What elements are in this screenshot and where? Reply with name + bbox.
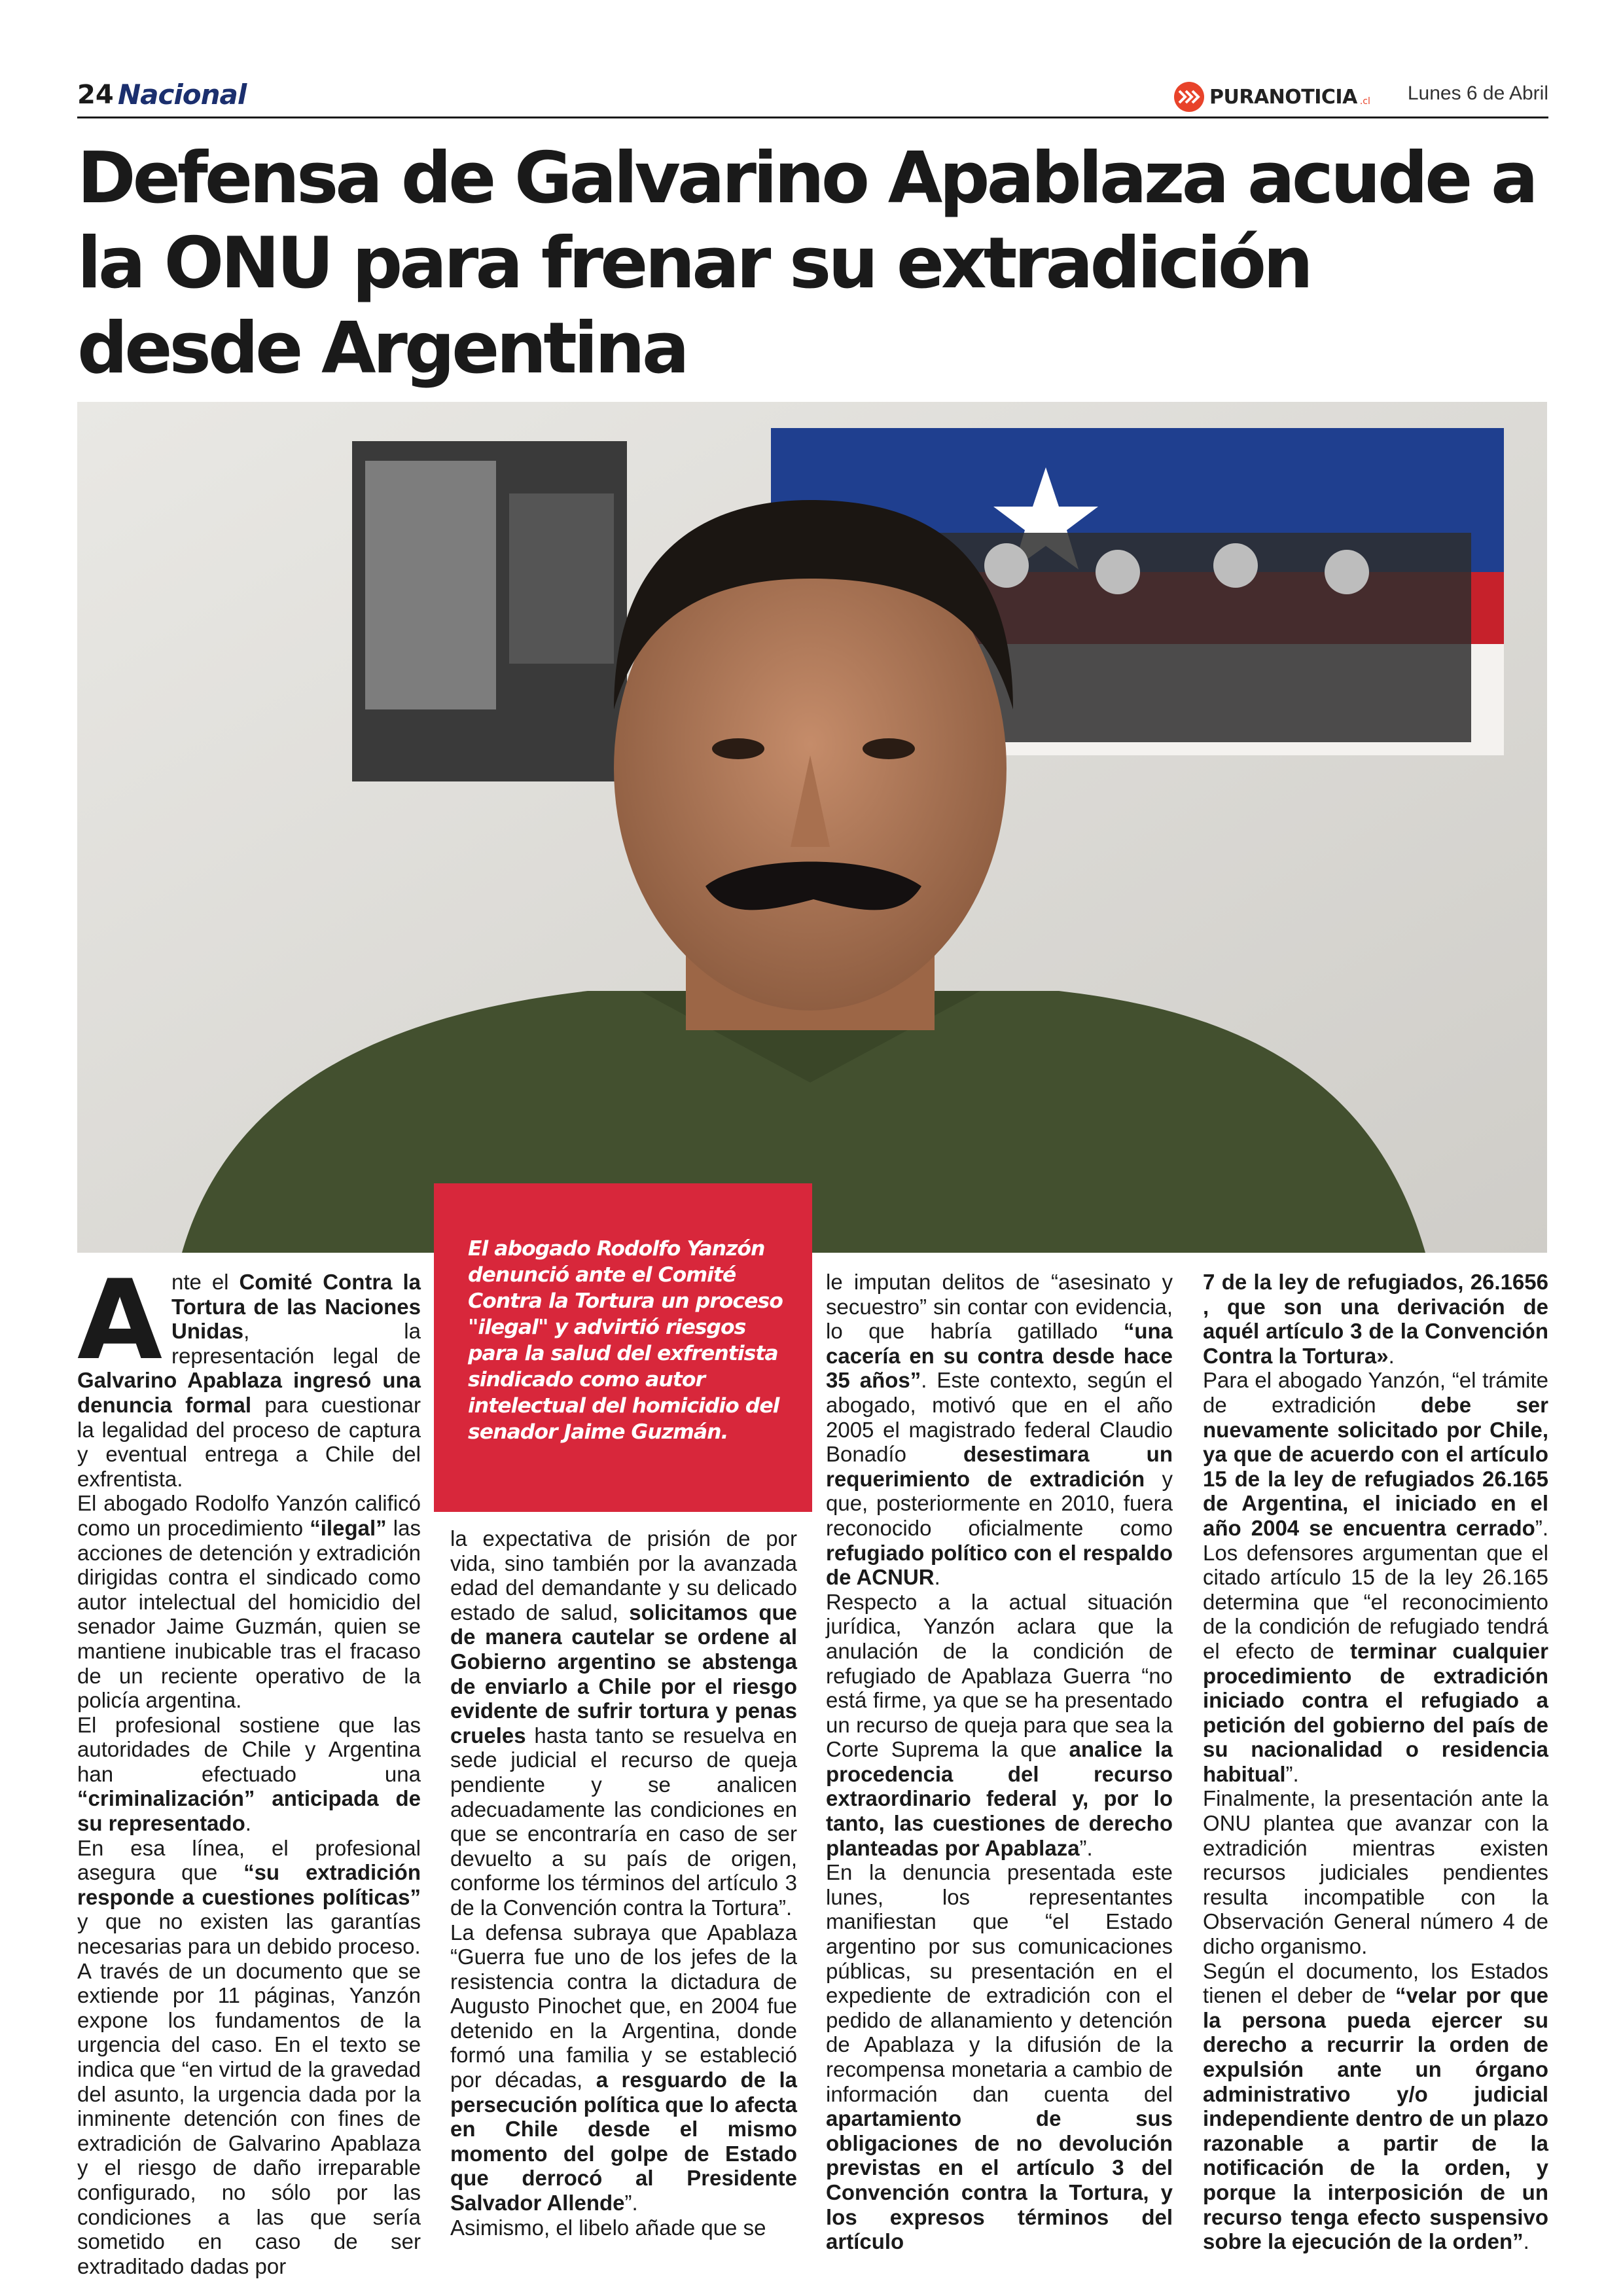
- text-run: ”. Los defensores argumentan que el citado artículo 15 de la ley 26.165 determina que “el reconocimiento de la condición de refugiado tendrá el efecto de: [1203, 1515, 1548, 1663]
- bold-run: Galvarino Apablaza ingresó una denuncia formal: [77, 1368, 421, 1417]
- text-run: . Este contexto, según el abogado, motivó que en el año 2005 el magistrado federal Claudio Bonadío: [826, 1368, 1173, 1467]
- text-run: .: [934, 1565, 940, 1590]
- text-run: .: [245, 1811, 251, 1836]
- text-run: La defensa subraya que Apablaza “Guerra fue uno de los jefes de la resistencia contra la dictadura de Augusto Pinochet que, en 2004 fue detenido en la Argentina, donde formó una familia y se estableció por décadas,: [450, 1920, 797, 2092]
- portrait-photo-icon: [77, 402, 1547, 1253]
- bold-run: terminar cualquier procedimiento de extradición iniciado contra el refugiado a petición del gobierno del país de su nacionalidad o residencia habitual: [1203, 1638, 1548, 1786]
- text-run: Finalmente, la presentación ante la ONU plantea que avanzar con la extradición mientras existen recursos judiciales pendientes resulta incompatible con la Observación General número 4 de dicho organismo.: [1203, 1786, 1548, 1959]
- paragraph: [1203, 1368, 1548, 1786]
- bold-run: debe ser nuevamente solicitado por Chile, ya que de acuerdo con el artículo 15 de la ley de refugiados 26.165 de Argentina, el iniciado en el año 2004 se encuentra cerrado: [1203, 1392, 1548, 1540]
- bold-run: “su extradición responde a cuestiones políticas”: [77, 1860, 421, 1909]
- text-run: ”.: [1285, 1761, 1299, 1786]
- article-column-4: [1203, 1270, 1548, 2254]
- paragraph: [1203, 1270, 1548, 1368]
- text-run: para cuestionar la legalidad del proceso de captura y eventual entrega a Chile del exfrentista.: [77, 1392, 421, 1491]
- paragraph: [77, 1491, 421, 1712]
- bold-run: “velar por que la persona pueda ejercer su derecho a recurrir la orden de expulsión ante un órgano administrativo y/o judicial independiente dentro de un plazo razonable a partir de la notificación de la orden, y porque la interposición de un recurso tenga efecto suspensivo sobre la ejecución de la orden”: [1203, 1983, 1548, 2254]
- text-run: Asimismo, el libelo añade que se: [450, 2215, 766, 2240]
- text-run: Según el documento, los Estados tienen el deber de: [1203, 1958, 1548, 2008]
- paragraph: [77, 1256, 421, 1491]
- text-run: En la denuncia presentada este lunes, los representantes manifiestan que “el Estado argentino por sus comunicaciones públicas, su presentación en el expediente de extradición con el pedido de allanamiento y detención de Apablaza y la difusión de la recompensa monetaria a cambio de información dan cuenta del: [826, 1860, 1173, 2106]
- bold-run: desestimara un requerimiento de extradición: [826, 1442, 1173, 1491]
- paragraph: [77, 1959, 421, 2279]
- pull-quote-text: El abogado Rodolfo Yanzón denunció ante el Comité Contra la Tortura un proceso "ilegal" y advirtió riesgos para la salud del exfrentista sindicado como autor intelectual del homicidio del senador Jaime Guzmán.: [468, 1237, 783, 1444]
- text-run: .: [1388, 1343, 1395, 1368]
- bold-run: “una cacería en su contra desde hace 35 años”: [826, 1319, 1173, 1393]
- text-run: las acciones de detención y extradición dirigidas contra el sindicado como autor intelectual del homicidio del senador Jaime Guzmán, quien se mantiene inubicable tras el fracaso de un reciente operativo de la policía argentina.: [77, 1515, 421, 1713]
- text-run: , la representación legal de: [171, 1319, 421, 1368]
- bold-run: “ilegal”: [310, 1515, 387, 1540]
- paragraph: [1203, 1786, 1548, 1958]
- paragraph: [826, 1590, 1173, 1861]
- bold-run: 7 de la ley de refugiados, 26.1656 , que son una derivación de aquél artículo 3 de la Convención Contra la Tortura»: [1203, 1270, 1548, 1368]
- text-run: Para el abogado Yanzón, “el trámite de extradición: [1203, 1368, 1548, 1417]
- paragraph: [77, 1836, 421, 1959]
- bold-run: a resguardo de la persecución política que lo afecta en Chile desde el mismo momento del golpe de Estado que derrocó al Presidente Salvador Allende: [450, 2068, 798, 2215]
- drop-cap: A: [77, 1256, 163, 1384]
- paragraph: [1203, 1959, 1548, 2254]
- text-run: Respecto a la actual situación jurídica, Yanzón aclara que la anulación de la condición de refugiado de Apablaza Guerra “no está firme, ya que se ha presentado un recurso de queja para que sea la Corte Suprema la que: [826, 1589, 1173, 1762]
- paragraph: [450, 1920, 797, 2215]
- headline: Defensa de Galvarino Apablaza acude a la ONU para frenar su extradición desde Argentina: [77, 137, 1535, 389]
- publication-logo: [1174, 77, 1370, 117]
- text-run: ”.: [624, 2191, 638, 2215]
- text-run: A través de un documento que se extiende por 11 páginas, Yanzón expone los fundamentos de la urgencia del caso. En el texto se indica que “en virtud de la gravedad del asunto, la urgencia dada por la inminente detención con fines de extradición de Galvarino Apablaza y el riesgo de daño irreparable configurado, no sólo por las condiciones a las que sería sometido en caso de ser extraditado dadas por: [77, 1958, 421, 2278]
- page-header: [77, 77, 1548, 118]
- logo-suffix: .cl: [1359, 96, 1370, 107]
- text-run: hasta tanto se resuelva en sede judicial el recurso de queja pendiente y se analicen adecuadamente las condiciones en que se encontraría en caso de ser devuelto a su país de origen, conforme los términos del artículo 3 de la Convención contra la Tortura”.: [450, 1723, 797, 1920]
- bold-run: “criminalización” anticipada de su representado: [77, 1786, 421, 1836]
- article-photo: [77, 402, 1547, 1253]
- chevrons-icon-svg: [1178, 90, 1200, 104]
- text-run: la expectativa de prisión de por vida, sino también por la avanzada edad del demandante y su delicado estado de salud,: [450, 1526, 797, 1624]
- bold-run: refugiado político con el respaldo de ACNUR: [826, 1540, 1173, 1590]
- text-run: .: [1523, 2229, 1529, 2254]
- section-label: Nacional: [118, 79, 247, 111]
- text-run: nte el: [171, 1270, 240, 1294]
- logo-text: PURANOTICIA: [1209, 85, 1357, 109]
- text-run: y que, posteriormente en 2010, fuera reconocido oficialmente como: [826, 1466, 1173, 1540]
- bold-run: analice la procedencia del recurso extraordinario federal y, por lo tanto, las cuestiones de derecho planteadas por Apablaza: [826, 1737, 1173, 1860]
- page-number: 24: [77, 80, 114, 110]
- text-run: En esa línea, el profesional asegura que: [77, 1835, 421, 1885]
- issue-date: Lunes 6 de Abril: [1407, 82, 1548, 104]
- paragraph: [77, 1713, 421, 1836]
- text-run: El profesional sostiene que las autoridades de Chile y Argentina han efectuado una: [77, 1712, 421, 1786]
- text-run: y que no existen las garantías necesarias para un debido proceso.: [77, 1909, 421, 1959]
- article-column-1: [77, 1256, 421, 2278]
- text-run: le imputan delitos de “asesinato y secuestro” sin contar con evidencia, lo que habría gatillado: [826, 1270, 1173, 1344]
- bold-run: solicitamos que de manera cautelar se ordene al Gobierno argentino se abstenga de enviarlo a Chile por el riesgo evidente de sufrir tortura y penas crueles: [450, 1600, 797, 1748]
- bold-run: apartamiento de sus obligaciones de no devolución previstas en el artículo 3 del Convención contra la Tortura, y los expresos términos del artículo: [826, 2106, 1173, 2254]
- paragraph: [450, 1526, 797, 1920]
- article-column-3: [826, 1270, 1173, 2254]
- paragraph: [826, 1860, 1173, 2254]
- header-rule: [77, 117, 1548, 118]
- text-run: ”.: [1079, 1835, 1093, 1860]
- pull-quote: [434, 1183, 812, 1512]
- paragraph: [450, 2215, 797, 2240]
- bold-run: Comité Contra la Tortura de las Naciones Unidas: [171, 1270, 421, 1344]
- chevrons-icon: [1174, 82, 1204, 112]
- article-column-2: [450, 1526, 797, 2240]
- paragraph: [826, 1270, 1173, 1590]
- text-run: El abogado Rodolfo Yanzón calificó como un procedimiento: [77, 1491, 421, 1540]
